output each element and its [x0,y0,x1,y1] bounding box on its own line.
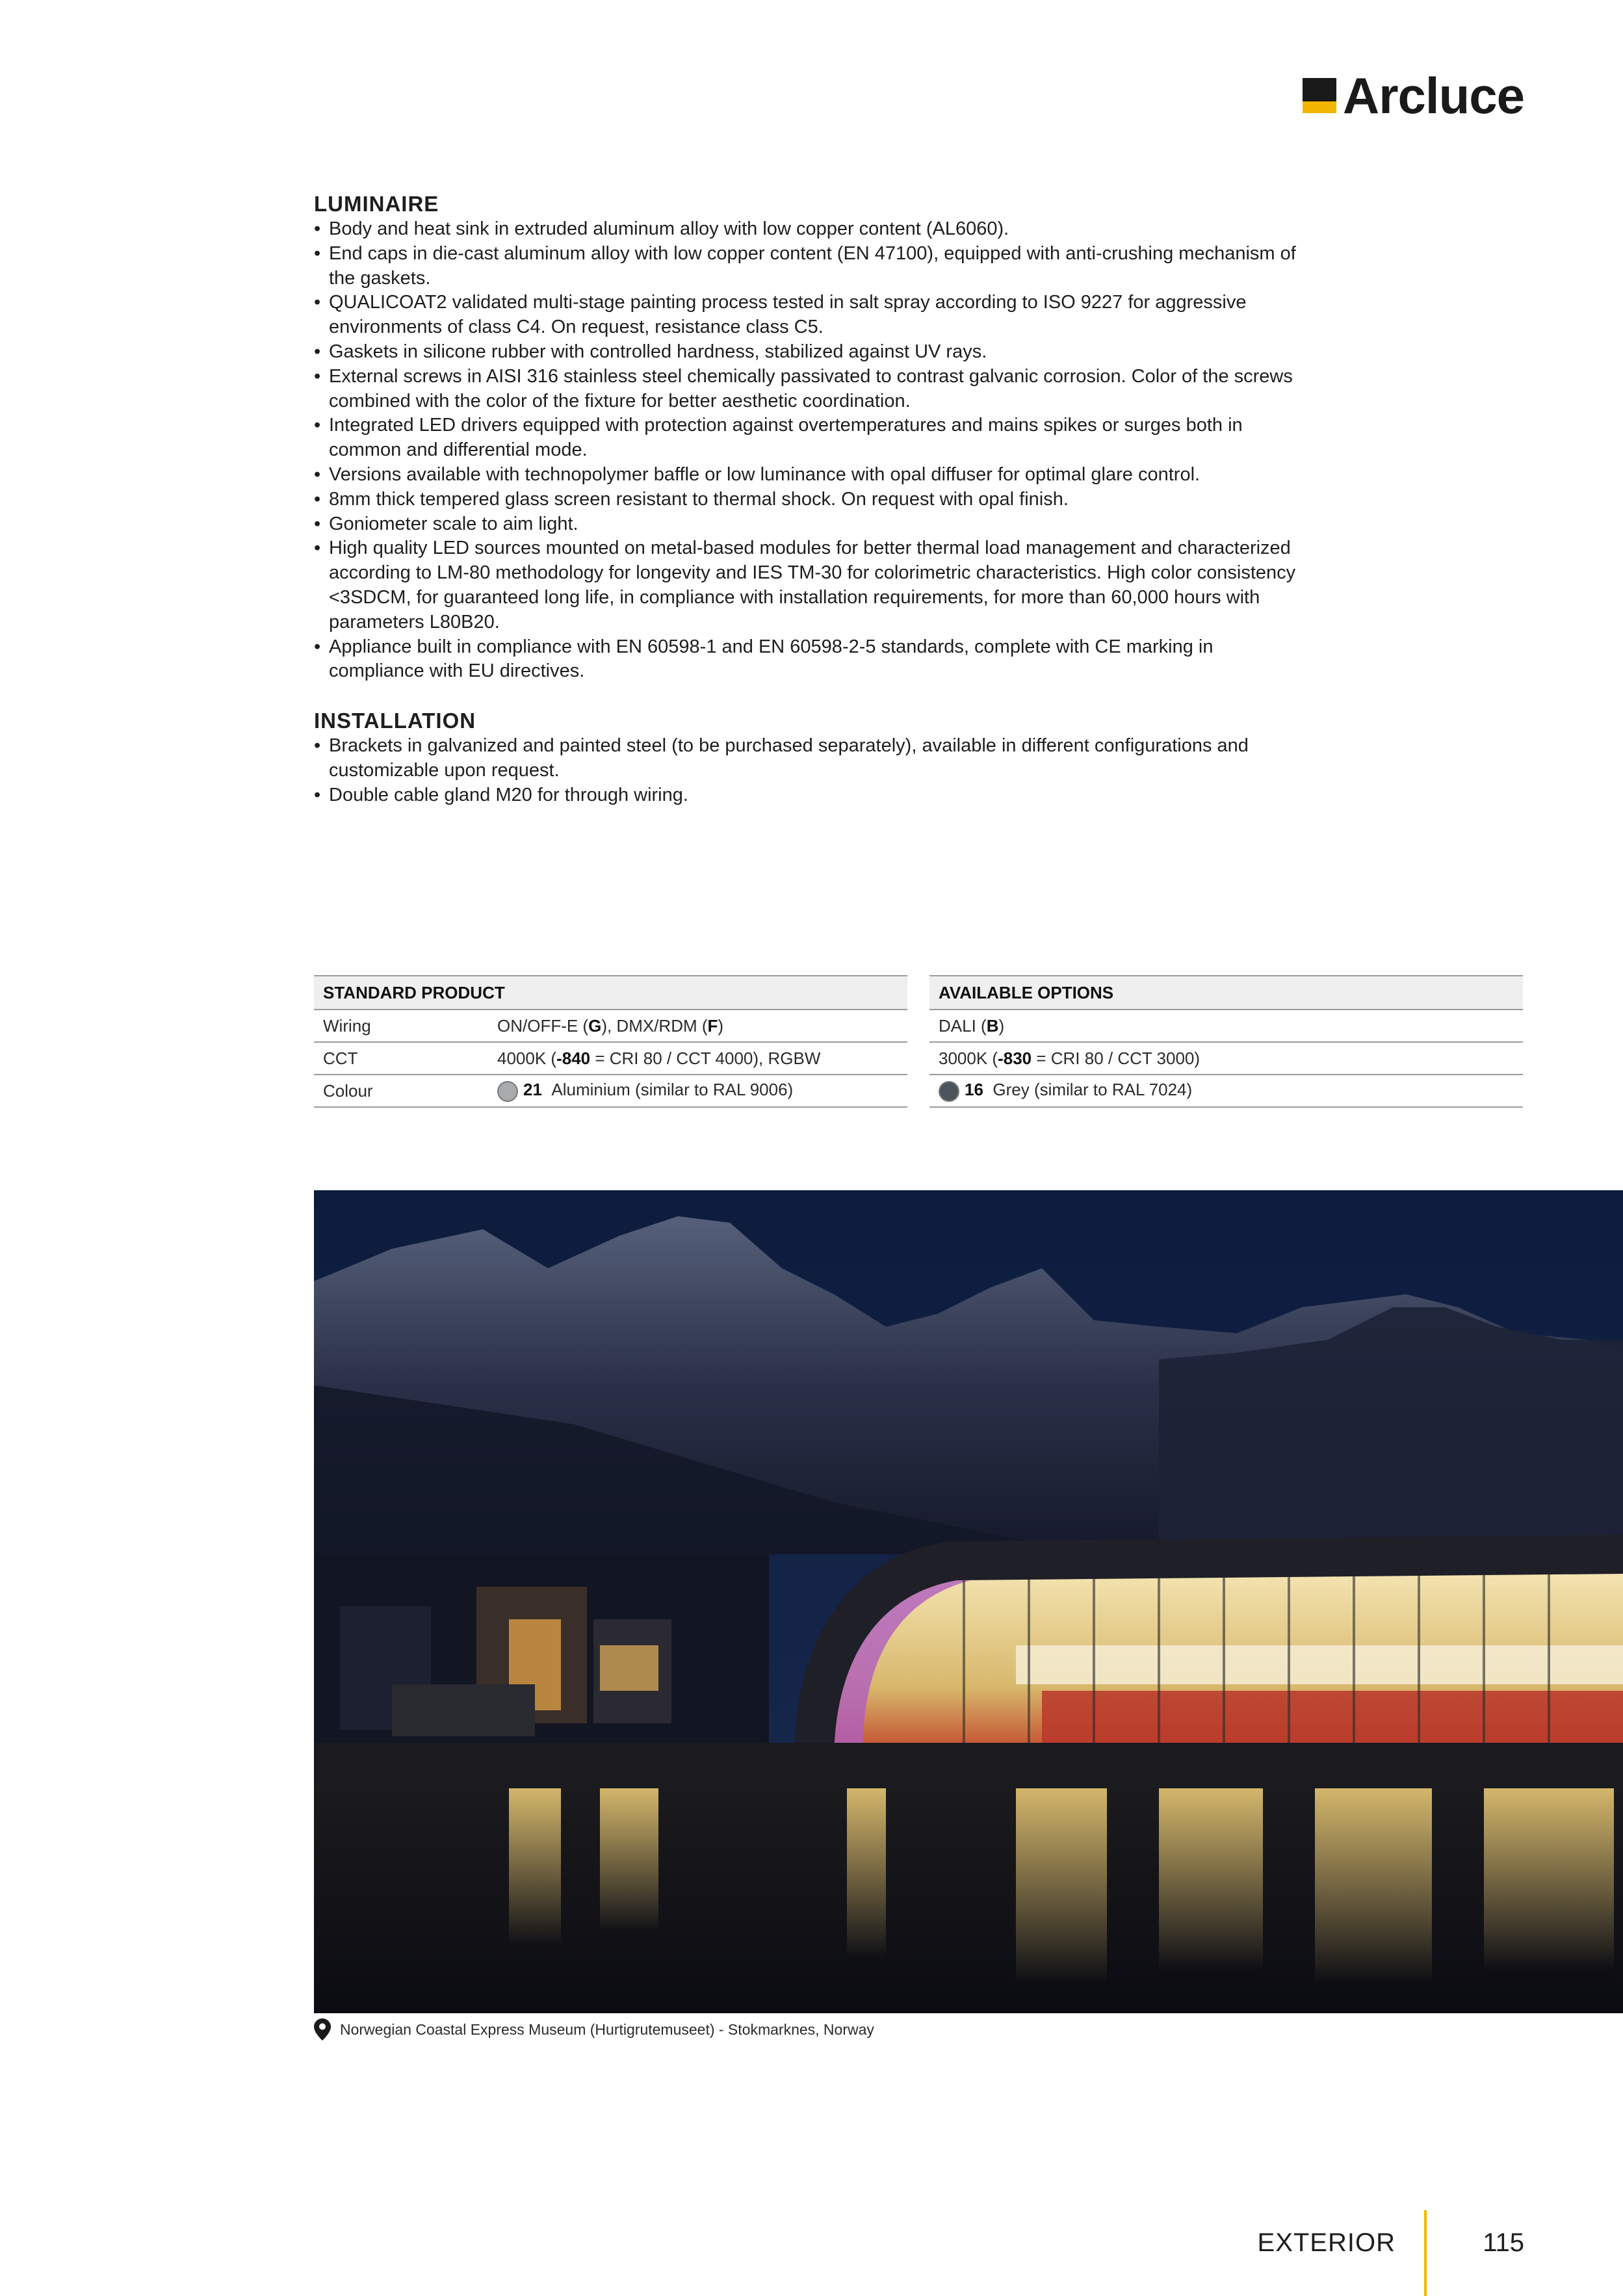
table-header-row [314,976,907,1010]
photo-caption [314,2018,874,2041]
table-row [314,1075,907,1107]
option-colour-value: 16 Grey (similar to RAL 7024) [929,1075,1523,1107]
luminaire-heading: LUMINAIRE [314,192,439,216]
installation-list [314,734,1308,807]
footer-section-label: EXTERIOR [1257,2228,1396,2257]
table-header-row [929,976,1523,1010]
cct-label: CCT [314,1042,488,1075]
brand-logo [1303,67,1524,124]
list-item: • Body and heat sink in extruded aluminum alloy with low copper content (AL6060). [314,217,1308,242]
wiring-value: ON/OFF-E (G), DMX/RDM (F) [488,1010,907,1042]
option-cct-value: 3000K (-830 = CRI 80 / CCT 3000) [929,1042,1523,1075]
list-item: • Versions available with technopolymer baffle or low luminance with opal diffuser for optimal glare control. [314,463,1308,488]
standard-product-heading: STANDARD PRODUCT [314,976,907,1010]
colour-label: Colour [314,1075,488,1107]
installation-heading: INSTALLATION [314,709,476,733]
page-number: 115 [1483,2228,1524,2257]
list-item: • High quality LED sources mounted on metal-based modules for better thermal load management and characterized according to LM-80 methodology for longevity and IES TM-30 for colorimetric characteristics. High color consistency <3SDCM, for guaranteed long life, in compliance with installation requirements, for more than 60,000 hours with parameters L80B20. [314,536,1308,634]
standard-product-table [314,975,907,1108]
list-item: • End caps in die-cast aluminum alloy with low copper content (EN 47100), equipped with anti-crushing mechanism of the gaskets. [314,242,1308,291]
table-row [929,1042,1523,1075]
list-item: • 8mm thick tempered glass screen resistant to thermal shock. On request with opal finish. [314,488,1308,512]
colour-value: 21 Aluminium (similar to RAL 9006) [488,1075,907,1107]
list-item: • Integrated LED drivers equipped with protection against overtemperatures and mains spikes or surges both in common and differential mode. [314,413,1308,463]
footer-divider [1424,2210,1427,2296]
table-row [929,1075,1523,1107]
table-row [314,1010,907,1042]
logo-mark-icon [1303,78,1336,113]
colour-swatch-icon [939,1081,959,1102]
list-item: • Appliance built in compliance with EN 60598-1 and EN 60598-2-5 standards, complete with CE marking in compliance with EU directives. [314,635,1308,685]
list-item: • External screws in AISI 316 stainless steel chemically passivated to contrast galvanic corrosion. Color of the screws combined with the color of the fixture for better aesthetic coordination. [314,365,1308,414]
location-pin-icon [314,2018,331,2041]
option-wiring-value: DALI (B) [929,1010,1523,1042]
caption-text: Norwegian Coastal Express Museum (Hurtigrutemuseet) - Stokmarknes, Norway [340,2020,874,2038]
luminaire-section [314,191,1308,684]
available-options-heading: AVAILABLE OPTIONS [929,976,1523,1010]
list-item: • Brackets in galvanized and painted steel (to be purchased separately), available in different configurations and customizable upon request. [314,734,1308,783]
cct-value: 4000K (-840 = CRI 80 / CCT 4000), RGBW [488,1042,907,1075]
table-row [314,1042,907,1075]
colour-swatch-icon [497,1081,518,1102]
installation-section [314,708,1308,807]
table-row [929,1010,1523,1042]
project-photo [314,1190,1623,2013]
list-item: • QUALICOAT2 validated multi-stage painting process tested in salt spray according to ISO 9227 for aggressive environments of class C4. On request, resistance class C5. [314,291,1308,340]
list-item: • Double cable gland M20 for through wiring. [314,783,1308,808]
brand-name: Arcluce [1342,67,1524,124]
wiring-label: Wiring [314,1010,488,1042]
list-item: • Goniometer scale to aim light. [314,512,1308,537]
luminaire-list [314,217,1308,684]
list-item: • Gaskets in silicone rubber with controlled hardness, stabilized against UV rays. [314,340,1308,365]
available-options-table [929,975,1523,1108]
